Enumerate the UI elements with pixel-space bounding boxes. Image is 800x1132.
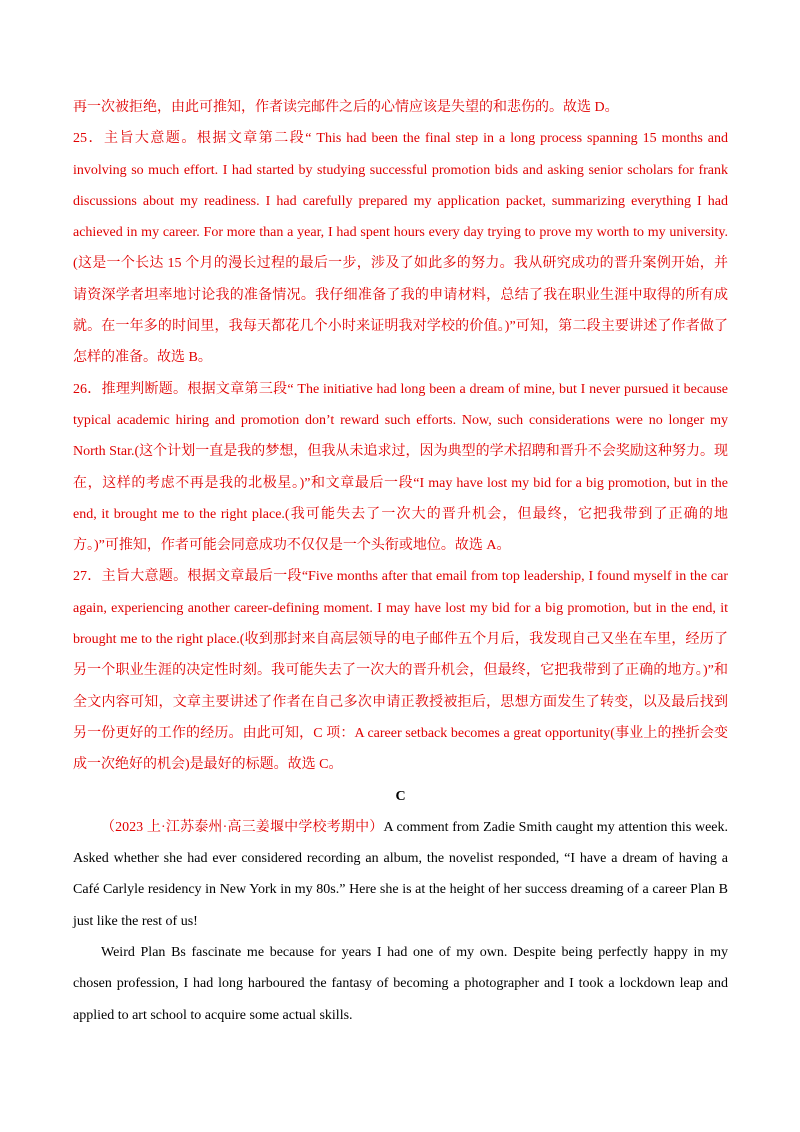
- answer-26: 26．推理判断题。根据文章第三段“ The initiative had long been a dream of mine, but I never pursued it because typical academic hiring and promotion don’t reward such efforts. Now, such considerations were no longer my North Star.(这个计划一直是我的梦想，但我从未追求过，因为典型的学术招聘和晋升不会奖励这种努力。现在，这样的考虑不再是我的北极星。)”和文章最后一段“I may have lost my bid for a big promotion, but in the end, it brought me to the right place.(我可能失去了一次大的晋升机会，但最终，它把我带到了正确的地方。)”可推知，作者可能会同意成功不仅仅是一个头衔或地位。故选 A。: [73, 381, 728, 554]
- passage-paragraph-1: [73, 812, 728, 937]
- answer-24-tail: 再一次被拒绝，由此可推知，作者读完邮件之后的心情应该是失望的和悲伤的。故选 D。: [73, 100, 619, 115]
- passage-source: （2023 上·江苏泰州·高三姜堰中学校考期中）: [101, 819, 384, 835]
- document-page: [73, 92, 728, 1031]
- passage-paragraph-1-text: A comment from Zadie Smith caught my attention this week. Asked whether she had ever considered recording an album, the novelist responded, “I have a dream of having a Café Carlyle residency in New York in my 80s.” Here she is at the height of her success dreaming of a career Plan B just like the rest of us!: [73, 819, 728, 929]
- answer-27: 27．主旨大意题。根据文章最后一段“Five months after that email from top leadership, I found myself in the car again, experiencing another career-defining moment. I may have lost my bid for a big promotion, but in the end, it brought me to the right place.(收到那封来自高层领导的电子邮件五个月后，我发现自己又坐在车里，经历了另一个职业生涯的决定性时刻。我可能失去了一次大的晋升机会，但最终，它把我带到了正确的地方。)”和全文内容可知，文章主要讲述了作者在自己多次申请正教授被拒后，思想方面发生了转变，以及最后找到另一份更好的工作的经历。由此可知，C 项：A career setback becomes a great opportunity(事业上的挫折会变成一次绝好的机会)是最好的标题。故选 C。: [73, 569, 728, 773]
- section-heading: C: [395, 788, 406, 804]
- answer-25: 25．主旨大意题。根据文章第二段“ This had been the final step in a long process spanning 15 months and involving so much effort. I had started by studying successful promotion bids and asking senior scholars for frank discussions about my readiness. I had carefully prepared my application packet, summarizing everything I had achieved in my career. For more than a year, I had spent hours every day trying to prove my worth to my university. (这是一个长达 15 个月的漫长过程的最后一步，涉及了如此多的努力。我从研究成功的晋升案例开始，并请资深学者坦率地讨论我的准备情况。我仔细准备了我的申请材料，总结了我在职业生涯中取得的所有成就。在一年多的时间里，我每天都花几个小时来证明我对学校的价值。)”可知，第二段主要讲述了作者做了怎样的准备。故选 B。: [73, 131, 728, 366]
- passage-paragraph-2: Weird Plan Bs fascinate me because for years I had one of my own. Despite being perfectly happy in my chosen profession, I had long harboured the fantasy of becoming a photographer and I took a lockdown leap and applied to art school to acquire some actual skills.: [73, 945, 728, 1023]
